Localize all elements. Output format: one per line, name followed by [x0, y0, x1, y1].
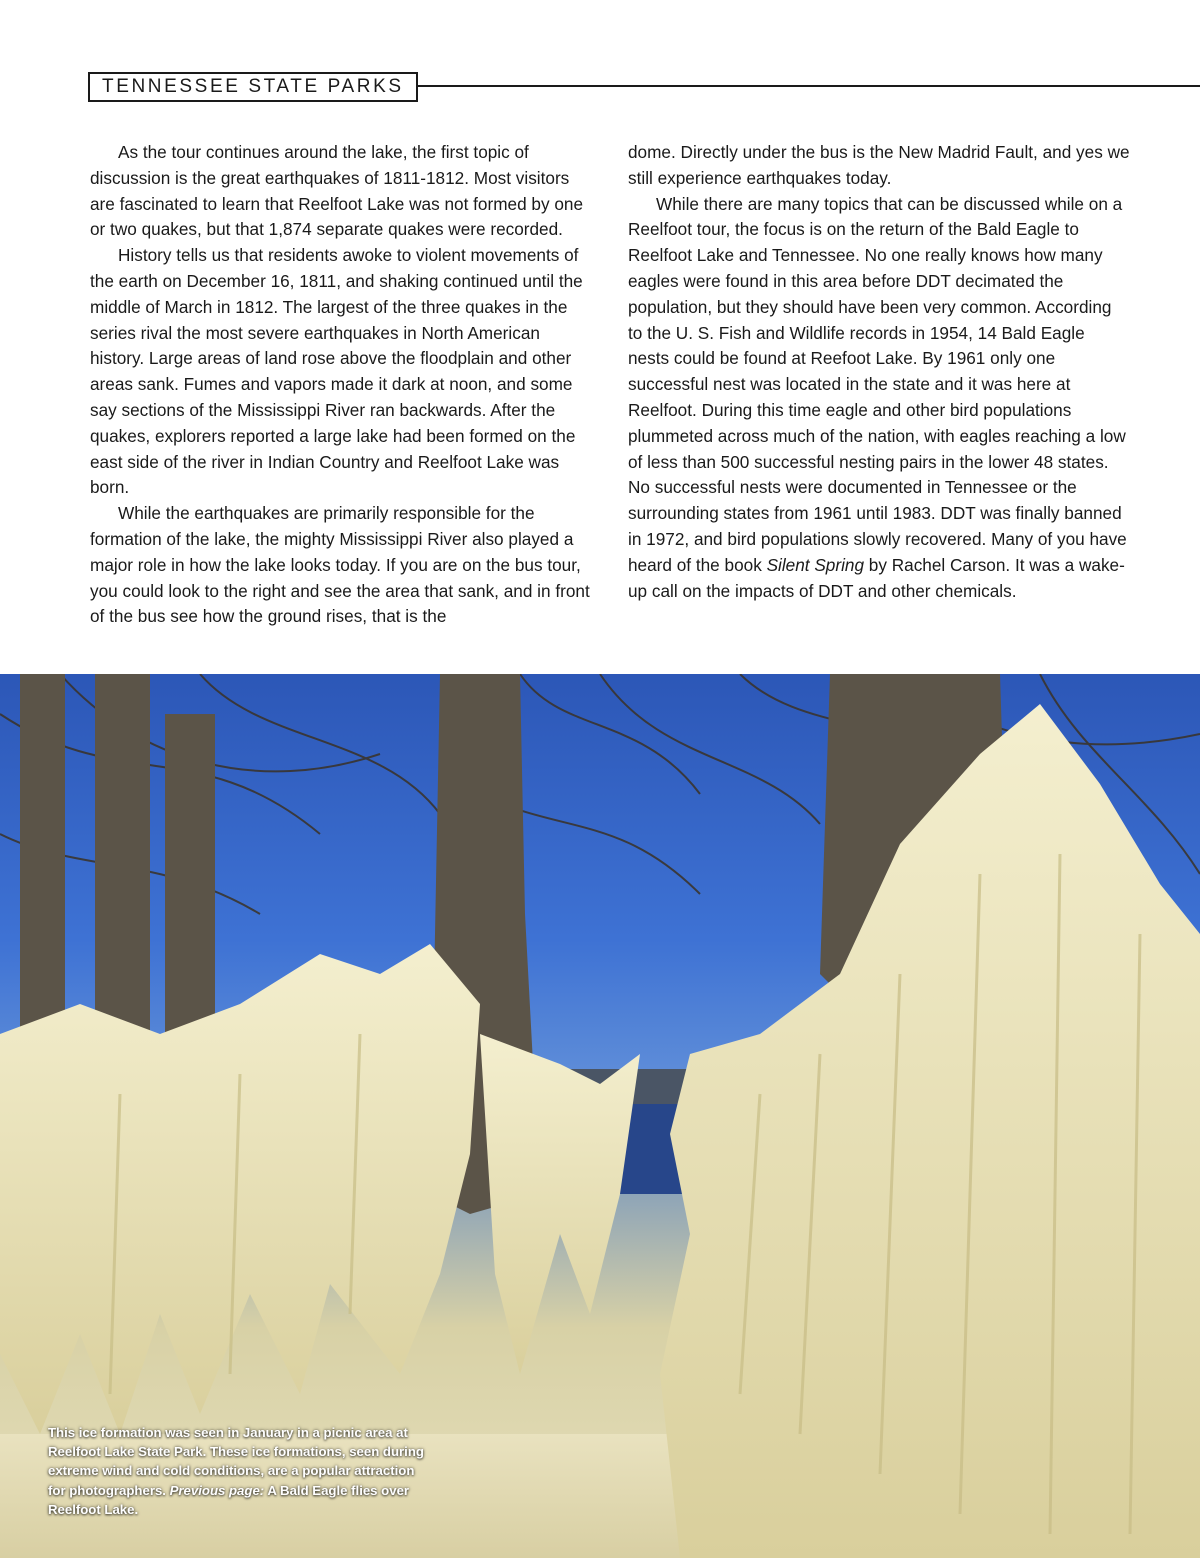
caption-previous-page: Previous page: [169, 1482, 265, 1498]
paragraph-earthquake-history: History tells us that residents awoke to violent movements of the earth on December 16, 1811, and shaking continued until the middle of March in 1812. The largest of the three quakes in the series rival the most severe earthquakes in North American history. Large areas of land rose above the floodplain and other areas sank. Fumes and vapors made it dark at noon, and some say sections of the Mississippi River ran backwards. After the quakes, explorers reported a large lake had been formed on the east side of the river in Indian Country and Reelfoot Lake was born. [90, 245, 583, 498]
paragraph-earthquakes-intro: As the tour continues around the lake, the first topic of discussion is the great earthquakes of 1811-1812. Most visitors are fascinated to learn that Reelfoot Lake was not formed by one or two quakes, but that 1,874 separate quakes were recorded. [90, 142, 584, 240]
left-column [90, 140, 592, 630]
header-rule [418, 85, 1200, 87]
bald-eagle-text-end: by Rachel Carson. It was a wake- up call on the impacts of DDT and other chemicals. [628, 554, 1125, 601]
paragraph-bald-eagle [628, 192, 1130, 605]
section-label: TENNESSEE STATE PARKS [88, 72, 418, 102]
caption-text-end: A Bald Eagle flies over Reelfoot Lake. [48, 1482, 410, 1517]
article-body [90, 140, 1130, 630]
ice-curtain-right [660, 704, 1200, 1558]
paragraph-continuation: dome. Directly under the bus is the New Madrid Fault, and yes we still experience earthquakes today. [628, 142, 1130, 188]
bald-eagle-text: While there are many topics that can be discussed while on a Reelfoot tour, the focus is on the return of the Bald Eagle to Reelfoot Lake and Tennessee. No one really knows how many eagles were found in this area before DDT decimated the population, but they should have been very common. According to the U. S. Fish and Wildlife records in 1954, 14 Bald Eagle nests could be found at Reefoot Lake. By 1961 only one successful nest was located in the state and it was here at Reelfoot. During this time eagle and other bird populations plummeted across much of the nation, with eagles reaching a low of less than 500 successful nesting pairs in the lower 48 states. No successful nests were documented in Tennessee or the surrounding states from 1961 until 1983. DDT was finally banned in 1972, and bird populations slowly recovered. Many of you have heard of the book [628, 193, 1127, 575]
photo-caption [48, 1423, 428, 1519]
paragraph-river-role: While the earthquakes are primarily responsible for the formation of the lake, the mighty Mississippi River also played a major role in how the lake looks today. If you are on the bus tour, you could look to the right and see the area that sank, and in front of the bus see how the ground rises, that is the [90, 503, 590, 627]
ice-curtain-left [0, 944, 640, 1434]
caption-text: This ice formation was seen in January in a picnic area at Reelfoot Lake State Park. These ice formations, seen during extreme wind and cold conditions, are a popular attraction for photographers. [48, 1425, 424, 1498]
right-column [628, 140, 1130, 630]
book-title: Silent Spring [766, 554, 865, 575]
